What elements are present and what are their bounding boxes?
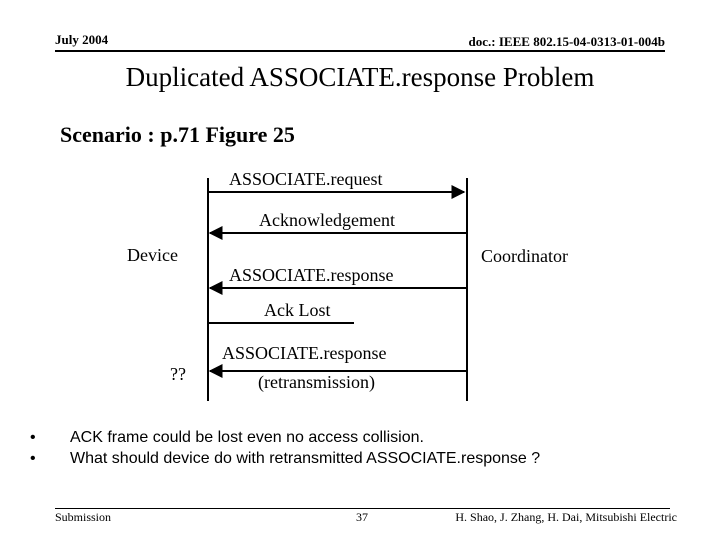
bullet-item: What should device do with retransmitted ASSOCIATE.response ? [70, 450, 541, 467]
msg-acknowledgement: Acknowledgement [259, 210, 395, 230]
slide-title: Duplicated ASSOCIATE.response Problem [125, 62, 595, 92]
footer-page-number: 37 [356, 510, 368, 524]
msg-associate-response-retx: ASSOCIATE.response [222, 343, 387, 363]
msg-ack-lost: Ack Lost [264, 300, 331, 320]
bullet-dot: • [30, 450, 36, 467]
footer-rule [55, 508, 670, 509]
bullet-dot: • [30, 429, 36, 446]
scenario-heading: Scenario : p.71 Figure 25 [60, 122, 295, 147]
footer-authors: H. Shao, J. Zhang, H. Dai, Mitsubishi Electric [455, 510, 677, 524]
msg-associate-response: ASSOCIATE.response [229, 265, 394, 285]
unknown-marker: ?? [170, 364, 186, 384]
header-doc-id: doc.: IEEE 802.15-04-0313-01-004b [468, 34, 665, 49]
header-date: July 2004 [55, 32, 109, 47]
msg-retransmission-note: (retransmission) [258, 372, 375, 392]
coordinator-label: Coordinator [481, 246, 568, 266]
device-label: Device [127, 245, 178, 265]
bullet-item: ACK frame could be lost even no access collision. [70, 429, 424, 446]
msg-associate-request: ASSOCIATE.request [229, 169, 383, 189]
footer-submission: Submission [55, 510, 112, 524]
